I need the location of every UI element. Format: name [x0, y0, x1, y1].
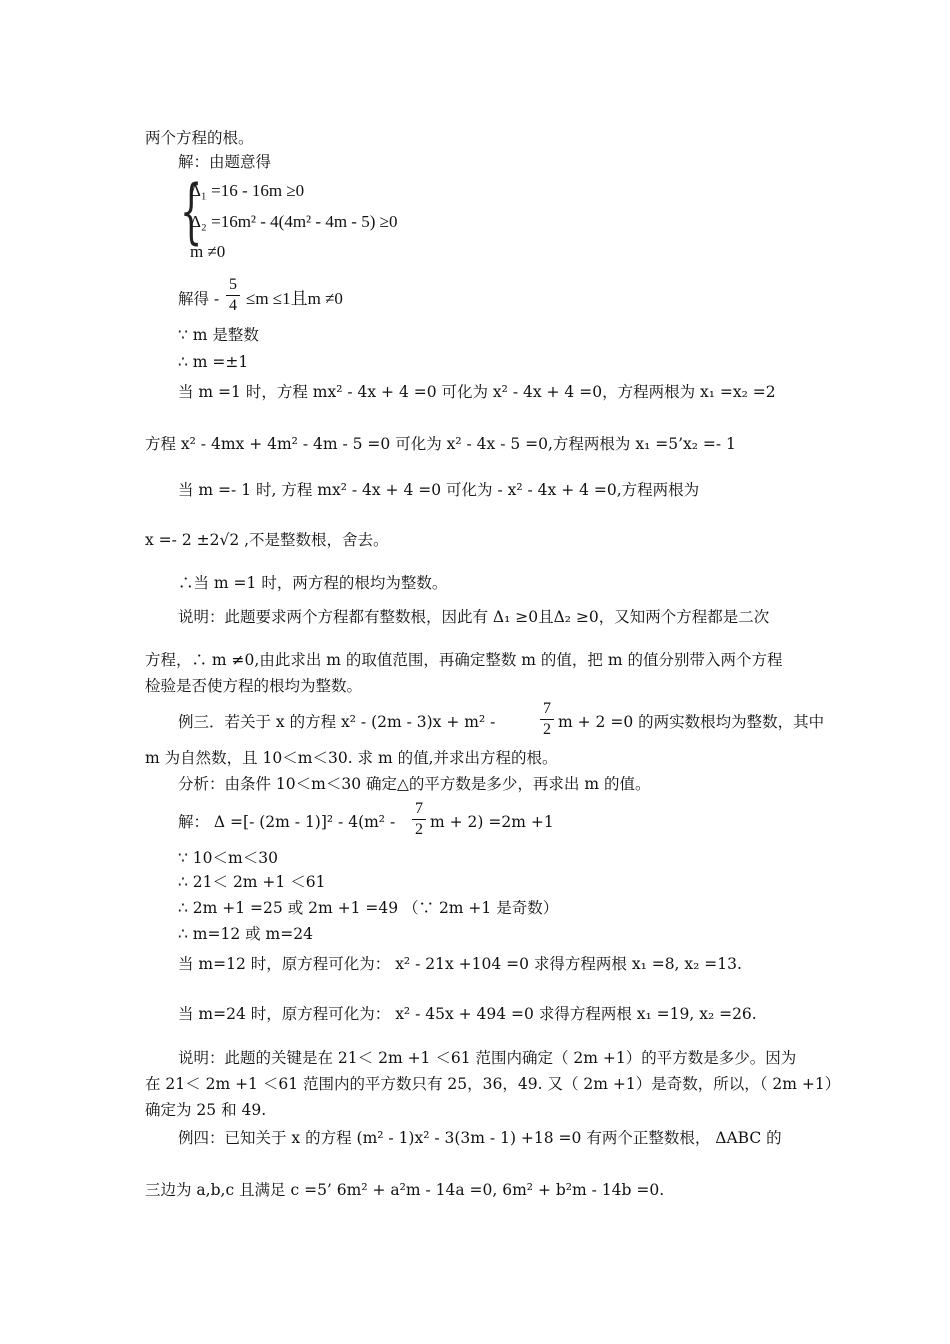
text-line: 当 m=24 时，原方程可化为： x² - 45x + 494 =0 求得方程两根 x₁ =19, x₂ =26.: [178, 1005, 757, 1023]
text-line: 解：由题意得: [178, 153, 272, 171]
text-line: ∴ m =±1: [178, 353, 249, 371]
text-line: 解得 -: [178, 290, 220, 308]
equation: Δ₂ =16m² - 4(4m² - 4m - 5) ≥0: [190, 212, 398, 231]
text-line: 解： Δ =[- (2m - 1)]² - 4(m² -: [178, 813, 396, 831]
text-line: 方程 x² - 4mx + 4m² - 4m - 5 =0 可化为 x² - 4x - 5 =0,方程两根为 x₁ =5’x₂ =- 1: [145, 435, 736, 453]
text-line: ∴当 m =1 时，两方程的根均为整数。: [178, 574, 448, 592]
text-line: ∵ 10＜m＜30: [178, 849, 278, 867]
text-line: 说明：此题的关键是在 21＜ 2m +1 ＜61 范围内确定（ 2m +1）的平方数是多少。因为: [178, 1049, 797, 1067]
fraction: [412, 800, 426, 839]
text-line: 两个方程的根。: [145, 129, 254, 147]
fraction-bar: [540, 719, 554, 720]
text-line: ∴ 2m +1 =25 或 2m +1 =49 （∵ 2m +1 是奇数）: [178, 899, 559, 917]
text-line: 例四：已知关于 x 的方程 (m² - 1)x² - 3(3m - 1) +18 =0 有两个正整数根， ΔABC 的: [178, 1129, 782, 1147]
equation: ≤m ≤1且m ≠0: [246, 289, 343, 308]
system-brace: {: [180, 170, 203, 252]
text-line: ∵ m 是整数: [178, 326, 259, 344]
text-line: m 为自然数，且 10＜m＜30. 求 m 的值,并求出方程的根。: [145, 749, 558, 767]
fraction-bar: [412, 819, 426, 820]
fraction-numerator: 7: [543, 700, 551, 717]
fraction-denominator: 4: [229, 297, 237, 314]
text-line: 方程，∴ m ≠0,由此求出 m 的取值范围，再确定整数 m 的值，把 m 的值分别带入两个方程: [145, 651, 783, 669]
text-line: 在 21＜ 2m +1 ＜61 范围内的平方数只有 25，36，49. 又（ 2m +1）是奇数，所以，（ 2m +1）: [145, 1075, 841, 1093]
text-line: m + 2 =0 的两实数根均为整数，其中: [558, 713, 825, 731]
text-line: 说明：此题要求两个方程都有整数根，因此有 Δ₁ ≥0且Δ₂ ≥0，又知两个方程都是二次: [178, 608, 770, 626]
text-line: m + 2) =2m +1: [430, 813, 554, 831]
text-line: x =- 2 ±2√2 ,不是整数根，舍去。: [145, 531, 389, 549]
fraction: [540, 700, 554, 739]
text-line: 当 m=12 时，原方程可化为： x² - 21x +104 =0 求得方程两根 x₁ =8, x₂ =13.: [178, 955, 742, 973]
text-line: 三边为 a,b,c 且满足 c =5’ 6m² + a²m - 14a =0, 6m² + b²m - 14b =0.: [145, 1181, 665, 1199]
text-line: 例三．若关于 x 的方程 x² - (2m - 3)x + m² -: [178, 713, 496, 731]
text-line: 当 m =- 1 时, 方程 mx² - 4x + 4 =0 可化为 - x² - 4x + 4 =0,方程两根为: [178, 481, 700, 499]
text-line: 当 m =1 时，方程 mx² - 4x + 4 =0 可化为 x² - 4x + 4 =0，方程两根为 x₁ =x₂ =2: [178, 383, 776, 401]
fraction-bar: [226, 295, 240, 296]
text-line: ∴ 21＜ 2m +1 ＜61: [178, 873, 326, 891]
fraction-numerator: 5: [229, 276, 237, 293]
equation: Δ₁ =16 - 16m ≥0: [190, 181, 305, 200]
text-line: 确定为 25 和 49.: [145, 1101, 267, 1119]
fraction-denominator: 2: [543, 721, 551, 738]
text-line: ∴ m=12 或 m=24: [178, 925, 313, 943]
fraction-numerator: 7: [415, 800, 423, 817]
text-line: 分析：由条件 10＜m＜30 确定△的平方数是多少，再求出 m 的值。: [178, 775, 651, 793]
text-line: 检验是否使方程的根均为整数。: [145, 677, 363, 695]
equation: m ≠0: [190, 242, 226, 261]
fraction-denominator: 2: [415, 821, 423, 838]
fraction: [226, 276, 240, 315]
